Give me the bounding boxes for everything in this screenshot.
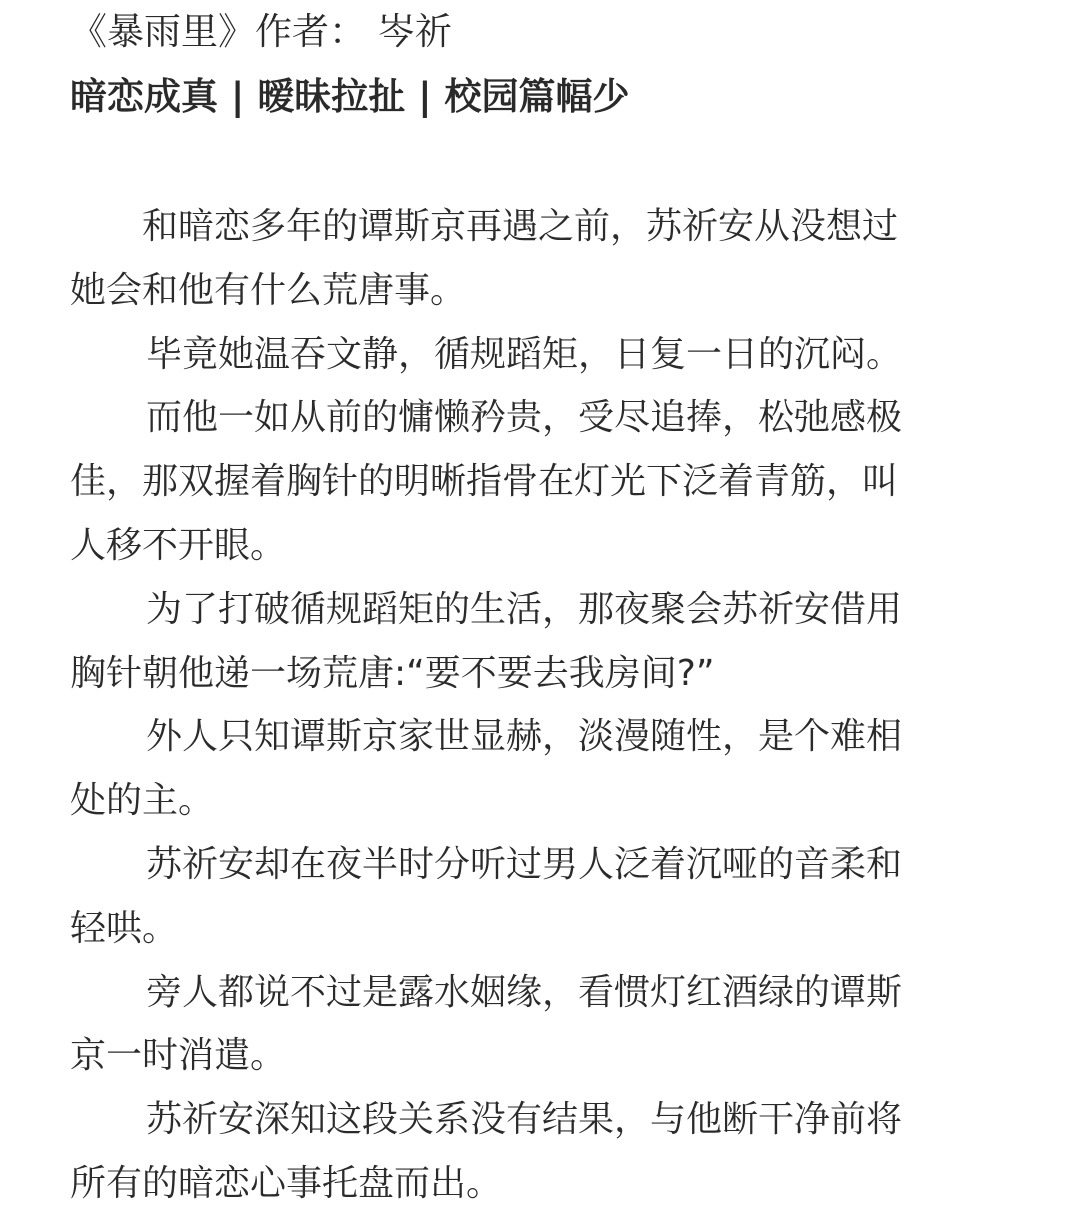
synopsis-body — [70, 195, 1010, 1216]
paragraph — [70, 386, 1010, 577]
paragraph-line: 苏祈安却在夜半时分听过男人泛着沉哑的音柔和 — [146, 843, 903, 885]
paragraph — [70, 705, 1010, 833]
paragraph — [70, 833, 1010, 961]
paragraph-line: 旁人都说不过是露水姻缘，看惯灯红酒绿的谭斯 — [146, 971, 903, 1013]
paragraph-line: 为了打破循规蹈矩的生活，那夜聚会苏祈安借用 — [146, 588, 903, 630]
paragraph-line: 她会和他有什么荒唐事。 — [70, 269, 467, 311]
paragraph-line: 京一时消遣。 — [70, 1035, 287, 1077]
paragraph-line: 处的主。 — [70, 780, 215, 822]
paragraph — [70, 323, 1010, 387]
paragraph-line: 和暗恋多年的谭斯京再遇之前，苏祈安从没想过 — [142, 206, 899, 247]
paragraph-line: 佳，那双握着胸针的明晰指骨在灯光下泛着青筋，叫 — [70, 461, 899, 503]
paragraph — [70, 961, 1010, 1089]
paragraph — [70, 195, 1010, 323]
paragraph-line: 而他一如从前的慵懒矜贵，受尽追捧，松弛感极 — [146, 397, 903, 439]
paragraph-line: 毕竟她温吞文静，循规蹈矩，日复一日的沉闷。 — [146, 333, 903, 375]
paragraph — [70, 1088, 1010, 1216]
paragraph-line: 外人只知谭斯京家世显赫，淡漫随性，是个难相 — [146, 716, 903, 758]
paragraph-line: 所有的暗恋心事托盘而出。 — [70, 1162, 503, 1204]
book-tags: 暗恋成真 | 暧昧拉扯 | 校园篇幅少 — [70, 75, 630, 118]
paragraph — [70, 578, 1010, 706]
book-title: 《暴雨里》作者： 岑祈 — [70, 10, 452, 53]
paragraph-line: 轻哄。 — [70, 907, 179, 949]
paragraph-line: 人移不开眼。 — [70, 524, 287, 566]
paragraph-line: 苏祈安深知这段关系没有结果，与他断干净前将 — [146, 1099, 903, 1141]
paragraph-line: 胸针朝他递一场荒唐:“要不要去我房间?” — [70, 652, 715, 694]
